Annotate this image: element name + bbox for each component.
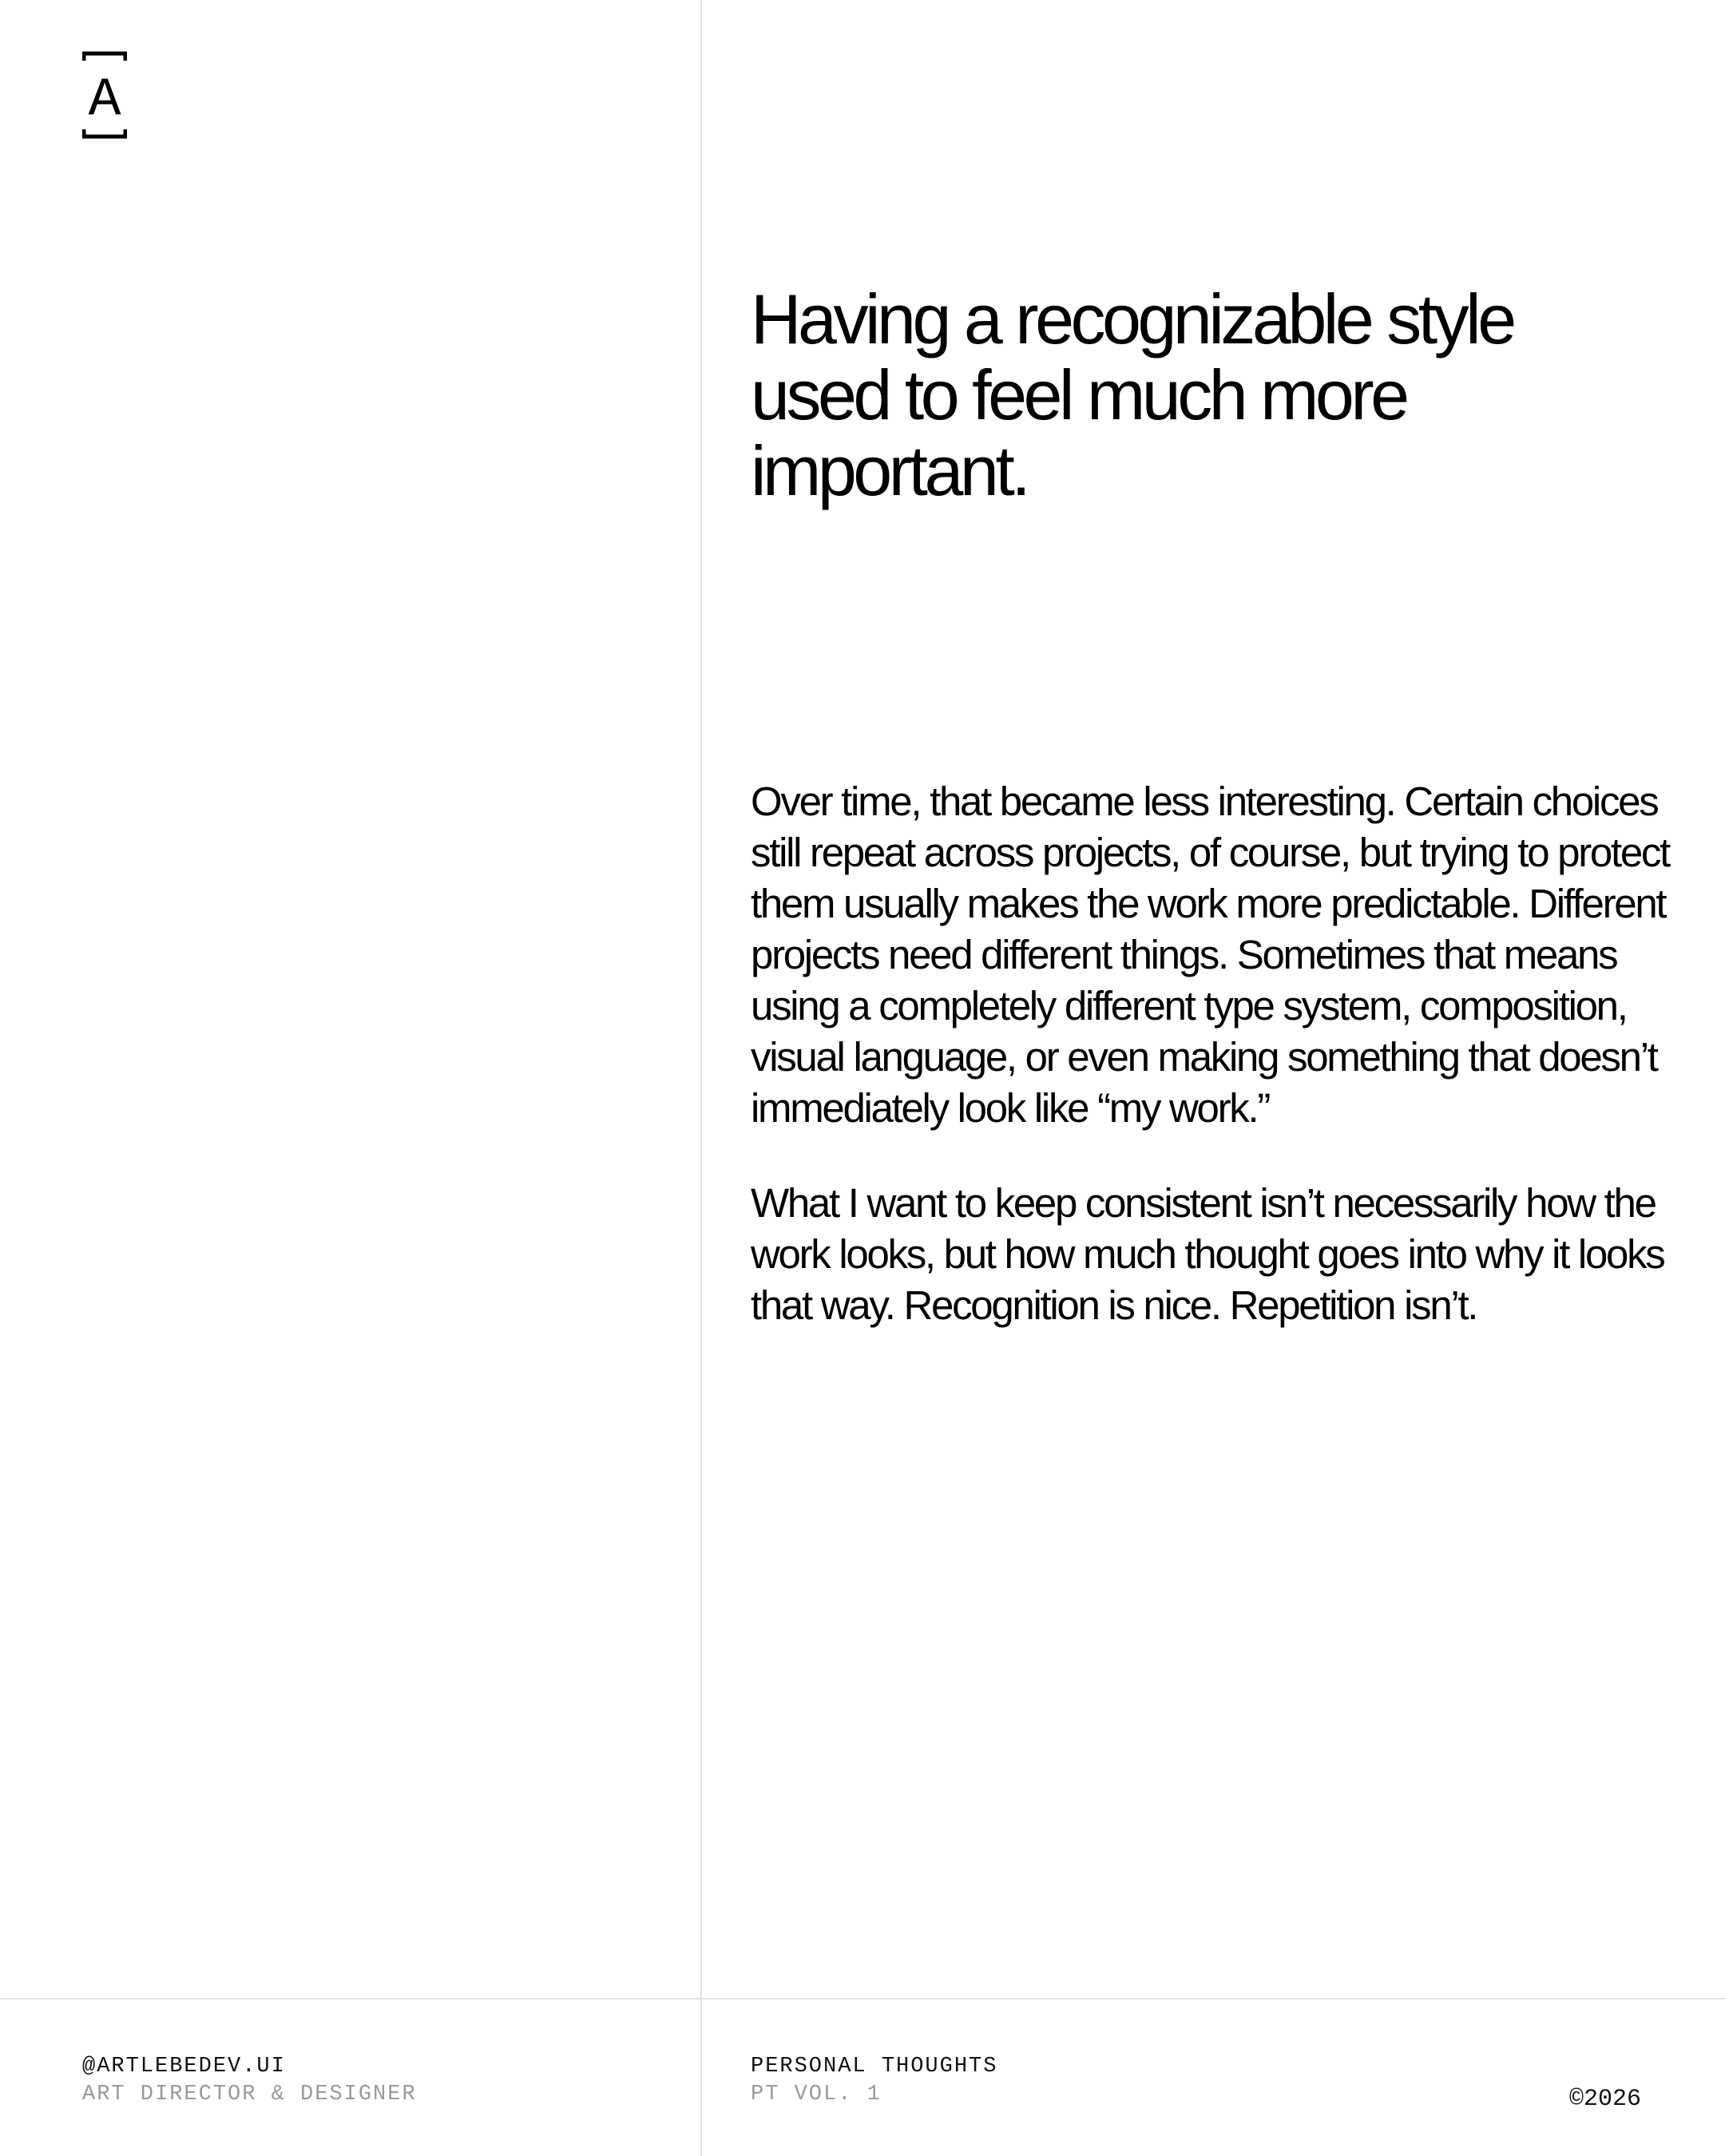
paragraph: Over time, that became less interesting. Certain choices still repeat across projects, of course, but trying to protect them usually makes the work more predictable. Different projects need different things. Sometimes that means using a completely different type system, composition, visual language, or even making something that doesn’t immediately look like “my work.” — [751, 779, 1669, 1131]
logo-letter: A — [88, 69, 121, 131]
footer-divider — [0, 1998, 1725, 1999]
author-role: ART DIRECTOR & DESIGNER — [82, 2083, 417, 2106]
paragraph: What I want to keep consistent isn’t necessarily how the work looks, but how much thought goes into why it looks that way. Recognition is nice. Repetition isn’t. — [751, 1180, 1664, 1328]
copyright: ©2026 — [1568, 2086, 1641, 2113]
bracketed-a-logo-icon — [82, 51, 127, 139]
column-divider — [700, 0, 702, 2156]
series-volume: PT VOL. 1 — [751, 2083, 882, 2106]
page-title: Having a recognizable style used to feel much more important. — [751, 279, 1513, 510]
article-body — [751, 776, 1677, 1375]
author-handle: @ARTLEBEDEV.UI — [82, 2055, 286, 2079]
series-title: PERSONAL THOUGHTS — [751, 2055, 998, 2079]
